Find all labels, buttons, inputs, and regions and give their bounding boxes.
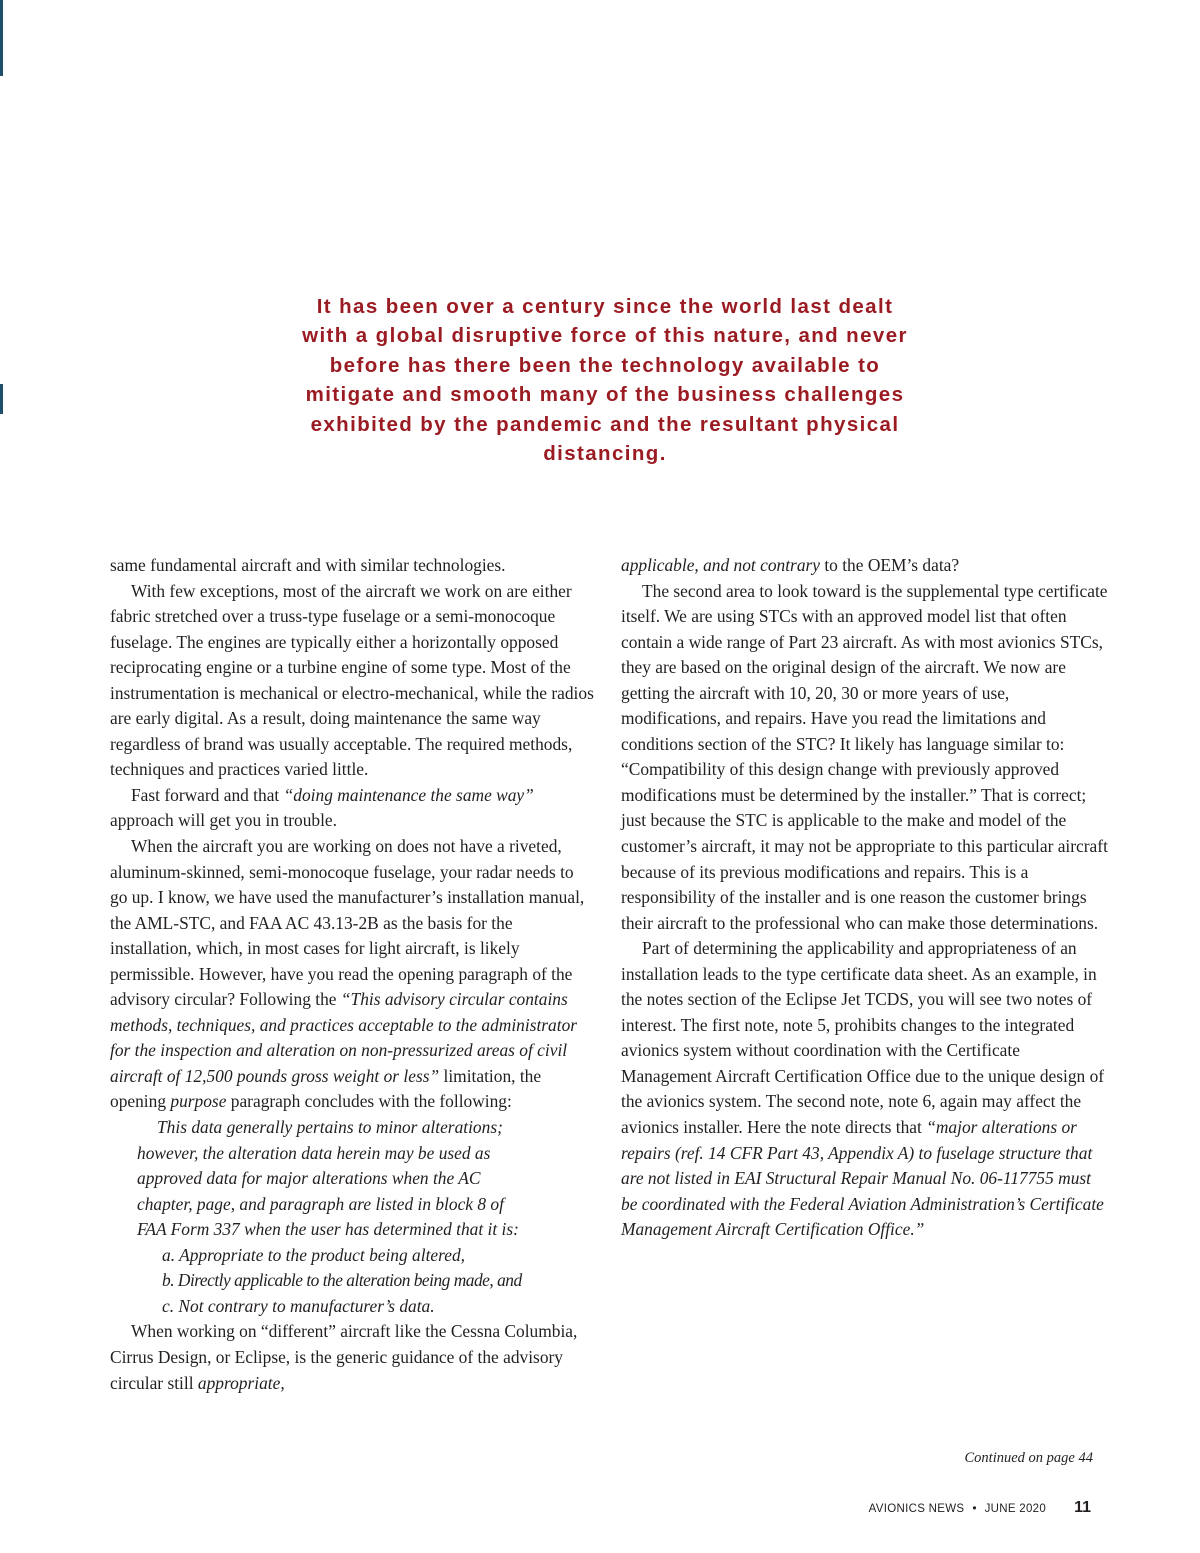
left-paragraph-5-text: When working on “different” aircraft like the Cessna Columbia, Cirrus Design, or Eclipse, is the generic guidance of the advisory circular still [110, 1321, 578, 1393]
left-paragraph-3-text: Fast forward and that [131, 784, 284, 805]
footer-bullet: • [972, 1501, 977, 1515]
left-paragraph-4-text-3: paragraph concludes with the following: [226, 1091, 512, 1112]
block-quote [137, 1115, 594, 1319]
left-paragraph-4-emphasis: “This advisory circular contains methods, techniques, and practices acceptable to the administrator for the inspection and alteration on non-pressurized areas of civil aircraft of 12,500 pounds gross weight or less” [110, 989, 578, 1086]
block-quote-line: however, the alteration data herein may be used as [137, 1142, 491, 1163]
left-paragraph-4 [110, 834, 594, 1115]
right-paragraph-3 [621, 936, 1109, 1243]
right-paragraph-1-text: to the OEM’s data? [820, 555, 960, 575]
page-footer [869, 1499, 1091, 1517]
block-quote-list-item: b. Directly applicable to the alteration being made, and [162, 1270, 522, 1291]
block-quote-line: approved data for major alterations when the AC [137, 1168, 481, 1189]
right-paragraph-1 [621, 553, 1109, 579]
left-paragraph-4-text-2: limitation, the opening [110, 1065, 542, 1112]
block-quote-line: chapter, page, and paragraph are listed in block 8 of [137, 1193, 504, 1214]
page-edge-marker-middle [0, 384, 3, 414]
block-quote-list-item: a. Appropriate to the product being altered, [162, 1244, 466, 1265]
footer-issue: JUNE 2020 [984, 1503, 1047, 1515]
page-edge-marker-top [0, 0, 3, 76]
left-paragraph-4-emphasis-2: purpose [170, 1091, 227, 1112]
page-number: 11 [1074, 1499, 1091, 1516]
left-paragraph-4-text: When the aircraft you are working on does not have a riveted, aluminum-skinned, semi-monocoque fuselage, your radar needs to go up. I know, we have used the manufacturer’s installation manual, the AML-STC, and FAA AC 43.13-2B as the basis for the installation, which, in most cases for light aircraft, is likely permissible. However, have you read the opening paragraph of the advisory circular? Following the [110, 836, 585, 1010]
pull-quote: It has been over a century since the world last dealt with a global disruptive force of this nature, and never before has there been the technology available to mitigate and smooth many of the business challenges exhibited by the pandemic and the resultant physical distancing. [302, 295, 908, 466]
left-paragraph-5 [110, 1319, 594, 1396]
right-paragraph-2: The second area to look toward is the supplemental type certificate itself. We are using STCs with an approved model list that often contain a wide range of Part 23 aircraft. As with most avionics STCs, they are based on the original design of the aircraft. We now are getting the aircraft with 10, 20, 30 or more years of use, modifications, and repairs. Have you read the limitations and conditions section of the STC? It likely has language similar to: “Compatibility of this design change with previously approved modifications must be determined by the installer.” That is correct; just because the STC is applicable to the make and model of the customer’s aircraft, it may not be appropriate to this particular aircraft because of its previous modifications and repairs. This is a responsibility of the installer and is one reason the customer brings their aircraft to the professional who can make those determinations. [621, 580, 1108, 933]
left-paragraph-2: With few exceptions, most of the aircraft we work on are either fabric stretched over a truss-type fuselage or a semi-monocoque fuselage. The engines are typically either a horizontally opposed reciprocating engine or a turbine engine of some type. Most of the instrumentation is mechanical or electro-mechanical, while the radios are early digital. As a result, doing maintenance the same way regardless of brand was usually acceptable. The required methods, techniques and practices varied little. [110, 580, 594, 780]
left-column [110, 553, 594, 1396]
left-paragraph-3-emphasis: “doing maintenance the same way” [283, 784, 534, 805]
block-quote-line: FAA Form 337 when the user has determined that it is: [137, 1219, 519, 1240]
block-quote-line: This data generally pertains to minor alterations; [157, 1117, 503, 1138]
continued-note: Continued on page 44 [964, 1450, 1093, 1466]
right-column [621, 553, 1109, 1243]
right-paragraph-1-emphasis: applicable, and not contrary [621, 555, 820, 575]
footer-publication: AVIONICS NEWS [868, 1503, 965, 1515]
left-paragraph-3 [110, 783, 594, 834]
left-paragraph-3-tail: approach will get you in trouble. [110, 810, 337, 831]
right-paragraph-3-emphasis: “major alterations or repairs (ref. 14 CFR Part 43, Appendix A) to fuselage structure that are not listed in EAI Structural Repair Manual No. 06-117755 must be coordinated with the Federal Aviation Administration’s Certificate Management Aircraft Certification Office.” [621, 1117, 1104, 1240]
block-quote-list-item: c. Not contrary to manufacturer’s data. [162, 1295, 435, 1316]
right-paragraph-3-text: Part of determining the applicability and appropriateness of an installation leads to the type certificate data sheet. As an example, in the notes section of the Eclipse Jet TCDS, you will see two notes of interest. The first note, note 5, prohibits changes to the integrated avionics system without coordination with the Certificate Management Aircraft Certification Office due to the unique design of the avionics system. The second note, note 6, again may affect the avionics installer. Here the note directs that [621, 938, 1105, 1138]
left-paragraph-5-emphasis: appropriate, [197, 1372, 285, 1393]
left-paragraph-1: same fundamental aircraft and with similar technologies. [110, 555, 506, 575]
